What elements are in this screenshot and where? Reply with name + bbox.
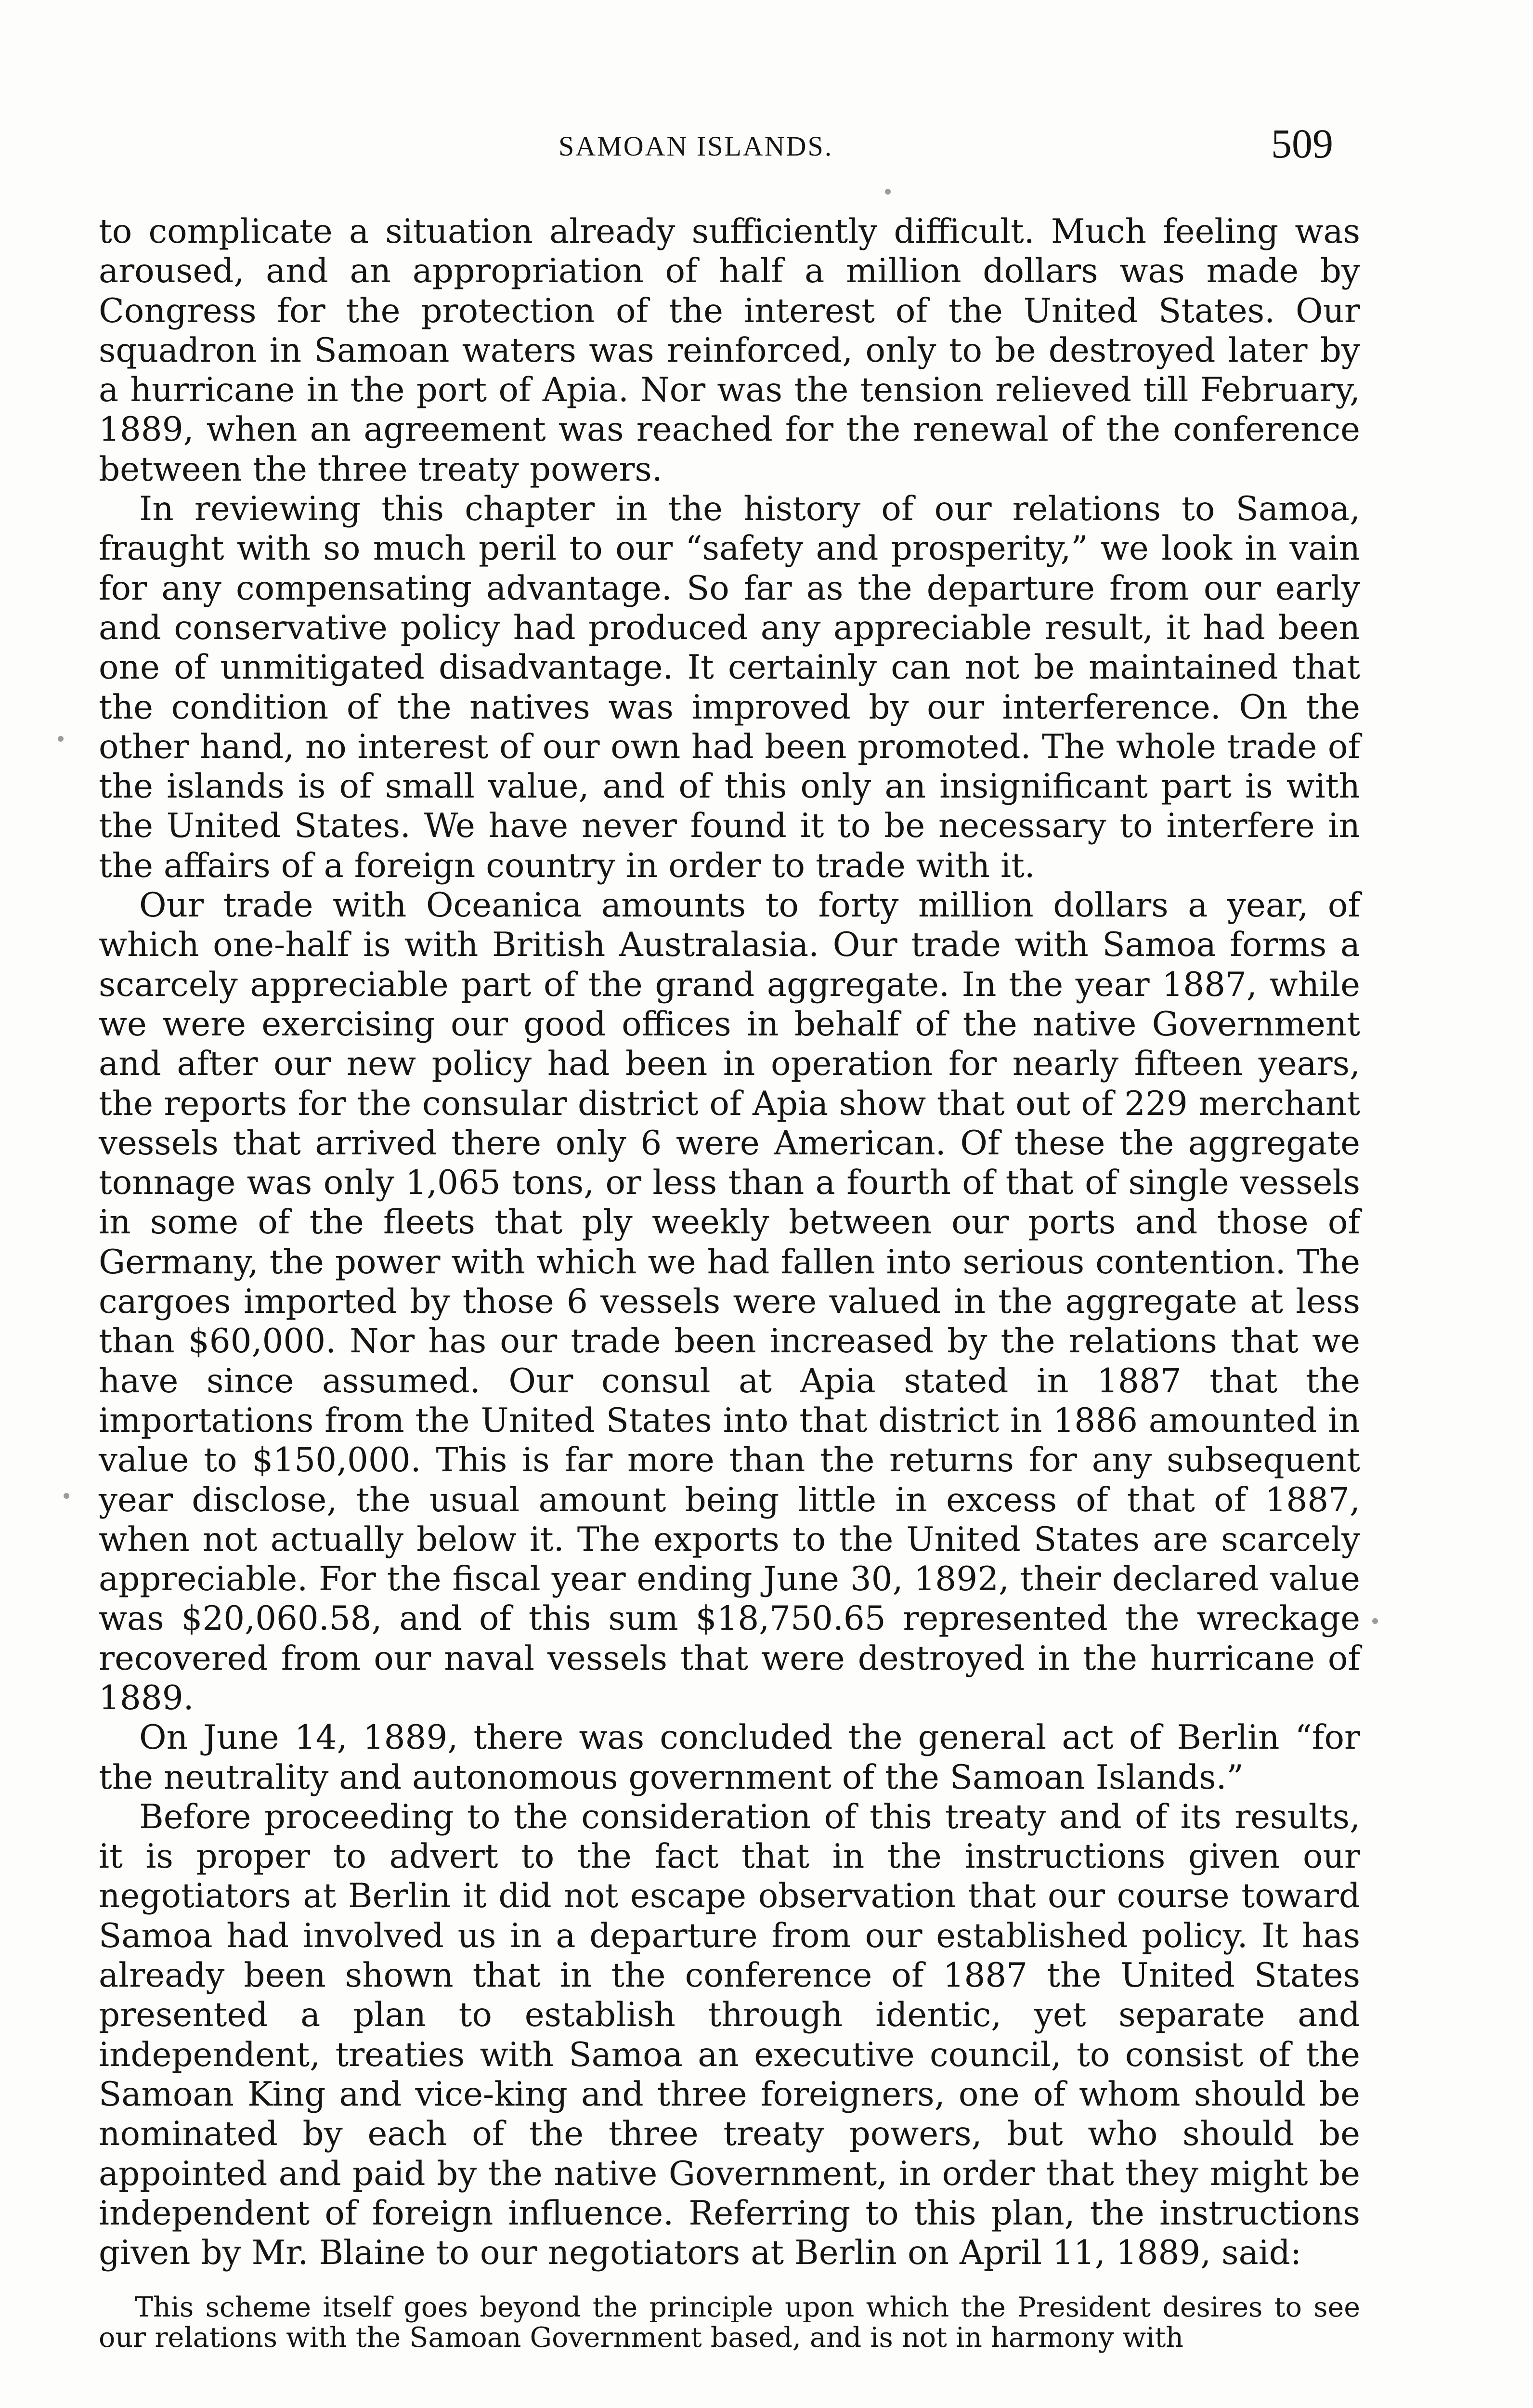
- paragraph-continuation: to complicate a situation already sufficiently difficult. Much feeling was aroused, and an appropriation of half a million dollars was made by Congress for the protection of the interest of the United States. Our squadron in Samoan waters was reinforced, only to be destroyed later by a hurricane in the port of Apia. Nor was the tension relieved till February, 1889, when an agreement was reached for the renewal of the conference between the three treaty powers.: [99, 212, 1360, 489]
- print-speck: [64, 1493, 69, 1499]
- block-quote: This scheme itself goes beyond the principle upon which the President desires to see our relations with the Samoan Government based, and is not in harmony with: [99, 2291, 1360, 2354]
- print-speck: [885, 189, 891, 195]
- paragraph-reviewing-chapter: In reviewing this chapter in the history of our relations to Samoa, fraught with so much peril to our “safety and prosperity,” we look in vain for any compensating advantage. So far as the departure from our early and conservative policy had produced any appreciable result, it had been one of unmitigated disadvantage. It certainly can not be maintained that the condition of the natives was improved by our interference. On the other hand, no interest of our own had been promoted. The whole trade of the islands is of small value, and of this only an insignificant part is with the United States. We have never found it to be necessary to interfere in the affairs of a foreign country in order to trade with it.: [99, 490, 1360, 885]
- paragraph-berlin-act: On June 14, 1889, there was concluded the general act of Berlin “for the neutrality and autonomous government of the Samoan Islands.”: [99, 1718, 1360, 1797]
- paragraph-oceanica-trade: Our trade with Oceanica amounts to forty million dollars a year, of which one-half is with British Australasia. Our trade with Samoa forms a scarcely appreciable part of the grand aggregate. In the year 1887, while we were exercising our good offices in behalf of the native Government and after our new policy had been in operation for nearly fifteen years, the reports for the consular district of Apia show that out of 229 merchant vessels that arrived there only 6 were American. Of these the aggregate tonnage was only 1,065 tons, or less than a fourth of that of single vessels in some of the fleets that ply weekly between our ports and those of Germany, the power with which we had fallen into serious contention. The cargoes imported by those 6 vessels were valued in the aggregate at less than $60,000. Nor has our trade been increased by the relations that we have since assumed. Our consul at Apia stated in 1887 that the importations from the United States into that district in 1886 amounted in value to $150,000. This is far more than the returns for any subsequent year disclose, the usual amount being little in excess of that of 1887, when not actually below it. The exports to the United States are scarcely appreciable. For the fiscal year ending June 30, 1892, their declared value was $20,060.58, and of this sum $18,750.65 represented the wreckage recovered from our naval vessels that were destroyed in the hurricane of 1889.: [99, 886, 1360, 1717]
- body-text: [99, 212, 1360, 2273]
- page-number: 509: [1271, 120, 1333, 167]
- paragraph-instructions: Before proceeding to the consideration of this treaty and of its results, it is proper to advert to the fact that in the instructions given our negotiators at Berlin it did not escape observation that our course toward Samoa had involved us in a departure from our established policy. It has already been shown that in the conference of 1887 the United States presented a plan to establish through identic, yet separate and independent, treaties with Samoa an executive council, to consist of the Samoan King and vice-king and three foreigners, one of whom should be nominated by each of the three treaty powers, but who should be appointed and paid by the native Government, in order that they might be independent of foreign influence. Referring to this plan, the instructions given by Mr. Blaine to our negotiators at Berlin on April 11, 1889, said:: [99, 1797, 1360, 2273]
- print-speck: [58, 736, 64, 742]
- print-speck: [1372, 1618, 1378, 1624]
- running-head-title: SAMOAN ISLANDS.: [559, 131, 833, 162]
